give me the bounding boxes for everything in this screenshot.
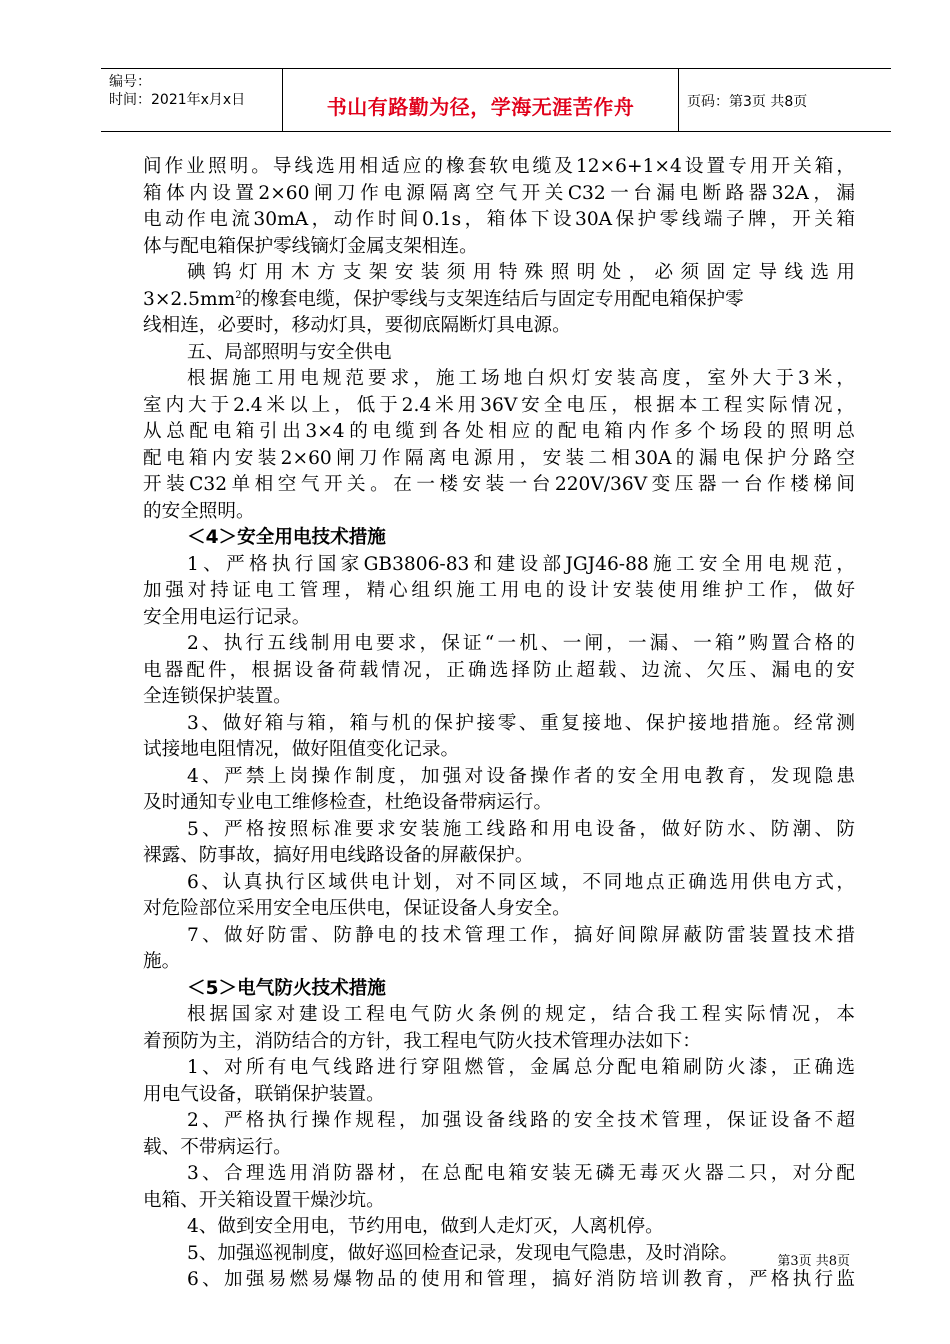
text-line: 试接地电阻情况，做好阻值变化记录。 — [143, 739, 460, 760]
unit-text: 3×2.5mm — [143, 288, 236, 310]
text-line: 着预防为主，消防结合的方针，我工程电气防火技术管理办法如下： — [143, 1030, 701, 1052]
text-line: 3、做好箱与箱，箱与机的保护接零、重复接地、保护接地措施。经常测 — [187, 712, 855, 734]
text-line: 全连锁保护装置。 — [143, 686, 292, 707]
text-line: 箱体内设置2×60闸刀作电源隔离空气开关C32一台漏电断路器32A，漏 — [143, 182, 855, 204]
text-line: 体与配电箱保护零线镝灯金属支架相连。 — [143, 235, 478, 257]
text-line: 4、严禁上岗操作制度，加强对设备操作者的安全用电教育，发现隐患 — [187, 765, 855, 787]
text-line: 2、严格执行操作规程，加强设备线路的安全技术管理，保证设备不超 — [187, 1110, 855, 1131]
text-line: 间作业照明。导线选用相适应的橡套软电缆及12×6+1×4设置专用开关箱， — [143, 156, 855, 177]
page-footer: 第3页 共8页 — [777, 1254, 850, 1269]
section-heading: 五、局部照明与安全供电 — [187, 341, 392, 363]
text-line: 从总配电箱引出3×4的电缆到各处相应的配电箱内作多个场段的照明总 — [143, 421, 855, 442]
text-line: 2、执行五线制用电要求，保证“一机、一闸，一漏、一箱”购置合格的 — [187, 633, 855, 654]
document-number: 编号： — [109, 74, 151, 90]
text-line: 对危险部位采用安全电压供电，保证设备人身安全。 — [143, 898, 571, 919]
text-line: 线相连，必要时，移动灯具，要彻底隔断灯具电源。 — [143, 315, 571, 336]
text-line: 安全用电运行记录。 — [143, 606, 311, 628]
text-line: 开装C32单相空气开关。在一楼安装一台220V/36V变压器一台作楼梯间 — [143, 474, 855, 495]
text-line: 7、做好防雷、防静电的技术管理工作，搞好间隙屏蔽防雷装置技术措 — [187, 924, 855, 946]
text-line: 用电气设备，联销保护装置。 — [143, 1083, 385, 1105]
document-body — [143, 154, 855, 1294]
header-motto-cell — [283, 69, 679, 131]
text-line: 电动作电流30mA，动作时间0.1s，箱体下设30A保护零线端子牌，开关箱 — [143, 209, 855, 230]
section-heading: ＜4＞安全用电技术措施 — [187, 527, 386, 548]
text-line: 5、加强巡视制度，做好巡回检查记录，发现电气隐患，及时消除。 — [187, 1242, 739, 1264]
text-line: 施。 — [143, 951, 181, 972]
header-page-number: 页码：第3页 共8页 — [687, 94, 808, 110]
text-line: 根据国家对建设工程电气防火条例的规定，结合我工程实际情况，本 — [187, 1004, 855, 1025]
text-line-with-superscript — [143, 287, 855, 314]
text-line: 加强对持证电工管理，精心组织施工用电的设计安装使用维护工作，做好 — [143, 580, 855, 601]
text-line: 1、严格执行国家GB3806-83和建设部JGJ46-88施工安全用电规范， — [187, 553, 855, 575]
header-motto: 书山有路勤为径，学海无涯苦作舟 — [326, 95, 635, 119]
text-line: 的安全照明。 — [143, 500, 255, 522]
text-line: 碘钨灯用木方支架安装须用特殊照明处，必须固定导线选用 — [187, 262, 855, 283]
text-continuation: 的橡套电缆，保护零线与支架连结后与固定专用配电箱保护零 — [241, 288, 744, 310]
text-line: 3、合理选用消防器材，在总配电箱安装无磷无毒灭火器二只，对分配 — [187, 1163, 855, 1184]
page-header — [101, 68, 891, 132]
text-line: 电器配件，根据设备荷载情况，正确选择防止超载、边流、欠压、漏电的安 — [143, 659, 855, 681]
text-line: 及时通知专业电工维修检查，杜绝设备带病运行。 — [143, 792, 553, 813]
document-time: 时间：2021年x月x日 — [109, 92, 246, 108]
text-line: 5、严格按照标准要求安装施工线路和用电设备，做好防水、防潮、防 — [187, 818, 855, 840]
text-line: 配电箱内安装2×60闸刀作隔离电源用，安装二相30A的漏电保护分路空 — [143, 447, 855, 469]
text-line: 裸露、防事故，搞好用电线路设备的屏蔽保护。 — [143, 845, 534, 866]
text-line: 载、不带病运行。 — [143, 1136, 292, 1158]
superscript: 2 — [235, 289, 242, 301]
header-info-cell — [101, 69, 283, 131]
text-line: 室内大于2.4米以上，低于2.4米用36V安全电压，根据本工程实际情况， — [143, 394, 855, 416]
text-line: 电箱、开关箱设置干燥沙坑。 — [143, 1189, 385, 1211]
text-line: 6、加强易燃易爆物品的使用和管理，搞好消防培训教育，严格执行监 — [187, 1269, 855, 1290]
section-heading: ＜5＞电气防火技术措施 — [187, 977, 386, 999]
text-line: 根据施工用电规范要求，施工场地白炽灯安装高度，室外大于3米， — [187, 368, 855, 389]
text-line: 6、认真执行区域供电计划，对不同区域，不同地点正确选用供电方式， — [187, 871, 855, 893]
text-line: 4、做到安全用电，节约用电，做到人走灯灭，人离机停。 — [187, 1216, 664, 1237]
header-page-cell — [679, 69, 891, 131]
text-line: 1、对所有电气线路进行穿阻燃管，金属总分配电箱刷防火漆，正确选 — [187, 1057, 855, 1078]
